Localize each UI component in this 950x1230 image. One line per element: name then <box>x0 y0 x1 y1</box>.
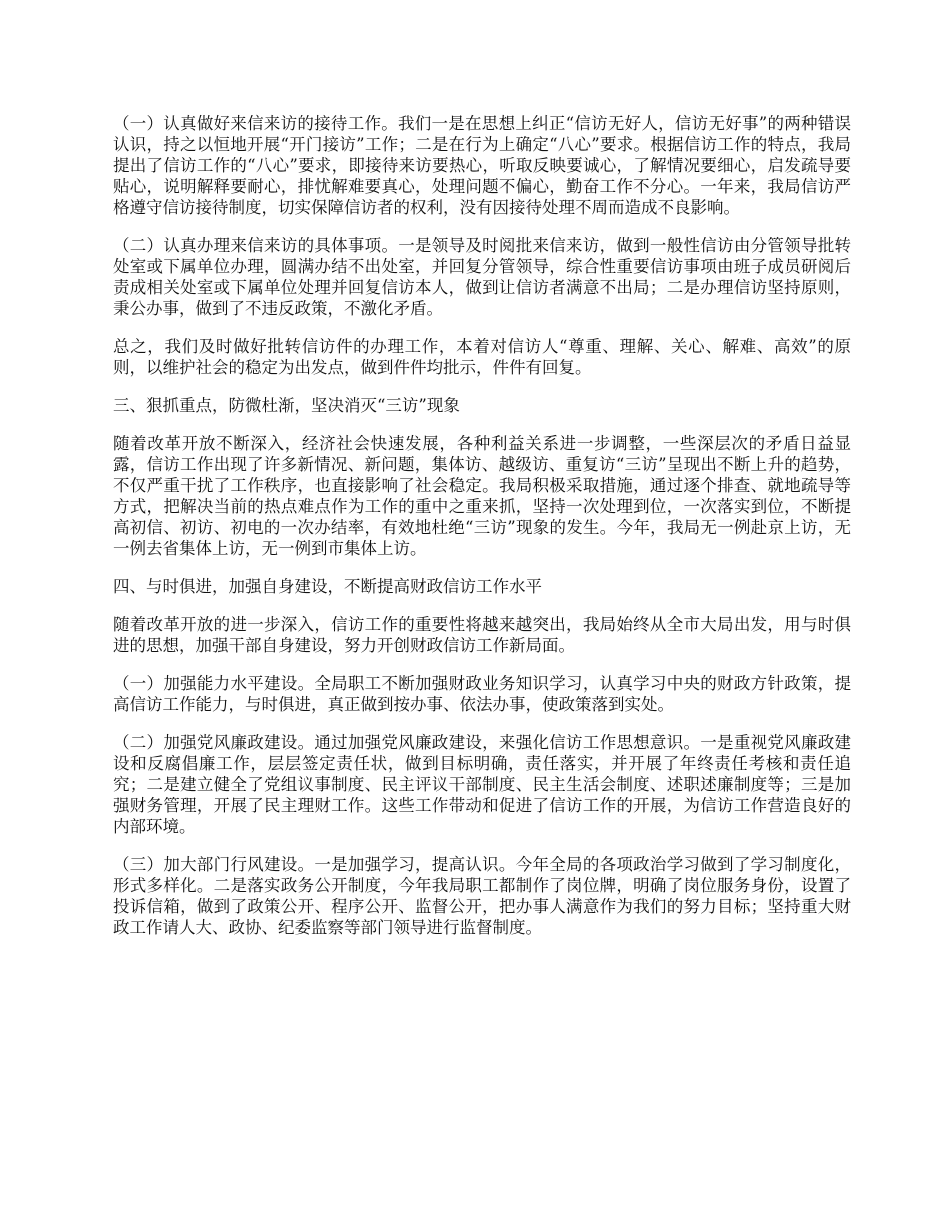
document-page <box>113 113 851 955</box>
section-heading-four: 四、与时俱进，加强自身建设，不断提高财政信访工作水平 <box>113 577 542 596</box>
paragraph-reception-work: （一）认真做好来信来访的接待工作。我们一是在思想上纠正“信访无好人，信访无好事”的两种错误认识，持之以恒地开展“开门接访”工作；二是在行为上确定“八心”要求。根据信访工作的特点，我局提出了信访工作的“八心”要求，即接待来访要热心，听取反映要诚心，了解情况要细心，启发疏导要贴心，说明解释要耐心，排忧解难要真心，处理问题不偏心，勤奋工作不分心。一年来，我局信访严格遵守信访接待制度，切实保障信访者的权利，没有因接待处理不周而造成不良影响。 <box>113 114 851 217</box>
paragraph-three-visits: 随着改革开放不断深入，经济社会快速发展，各种利益关系进一步调整，一些深层次的矛盾日益显露，信访工作出现了许多新情况、新问题，集体访、越级访、重复访“三访”呈现出不断上升的趋势，不仅严重干扰了工作秩序，也直接影响了社会稳定。我局积极采取措施，通过逐个排查、就地疏导等方式，把解决当前的热点难点作为工作的重中之重来抓，坚持一次处理到位，一次落实到位，不断提高初信、初访、初电的一次办结率，有效地杜绝“三访”现象的发生。今年，我局无一例赴京上访，无一例去省集体上访，无一例到市集体上访。 <box>113 434 851 558</box>
paragraph-capability: （一）加强能力水平建设。全局职工不断加强财政业务知识学习，认真学习中央的财政方针政策，提高信访工作能力，与时俱进，真正做到按办事、依法办事，使政策落到实处。 <box>113 674 851 714</box>
paragraph-handling-matters: （二）认真办理来信来访的具体事项。一是领导及时阅批来信来访，做到一般性信访由分管领导批转处室或下属单位办理，圆满办结不出处室，并回复分管领导，综合性重要信访事项由班子成员研阅后责成相关处室或下属单位处理并回复信访本人，做到让信访者满意不出局；二是办理信访坚持原则，秉公办事，做到了不违反政策，不激化矛盾。 <box>113 236 851 318</box>
paragraph-integrity: （二）加强党风廉政建设。通过加强党风廉政建设，来强化信访工作思想意识。一是重视党风廉政建设和反腐倡廉工作，层层签定责任状，做到目标明确，责任落实，并开展了年终责任考核和责任追究；二是建立健全了党组议事制度、民主评议干部制度、民主生活会制度、述职述廉制度等；三是加强财务管理，开展了民主理财工作。这些工作带动和促进了信访工作的开展，为信访工作营造良好的内部环境。 <box>113 733 851 836</box>
paragraph-reform-intro: 随着改革开放的进一步深入，信访工作的重要性将越来越突出，我局始终从全市大局出发，用与时俱进的思想，加强干部自身建设，努力开创财政信访工作新局面。 <box>113 615 851 655</box>
paragraph-summary: 总之，我们及时做好批转信访件的办理工作，本着对信访人“尊重、理解、关心、解难、高效”的原则，以维护社会的稳定为出发点，做到件件均批示，件件有回复。 <box>113 337 851 377</box>
paragraph-department-style: （三）加大部门行风建设。一是加强学习，提高认识。今年全局的各项政治学习做到了学习制度化，形式多样化。二是落实政务公开制度，今年我局职工都制作了岗位牌，明确了岗位服务身份，设置了投诉信箱，做到了政策公开、程序公开、监督公开，把办事人满意作为我们的努力目标；坚持重大财政工作请人大、政协、纪委监察等部门领导进行监督制度。 <box>113 855 851 937</box>
section-heading-three: 三、狠抓重点，防微杜渐，坚决消灭“三访”现象 <box>113 396 460 415</box>
